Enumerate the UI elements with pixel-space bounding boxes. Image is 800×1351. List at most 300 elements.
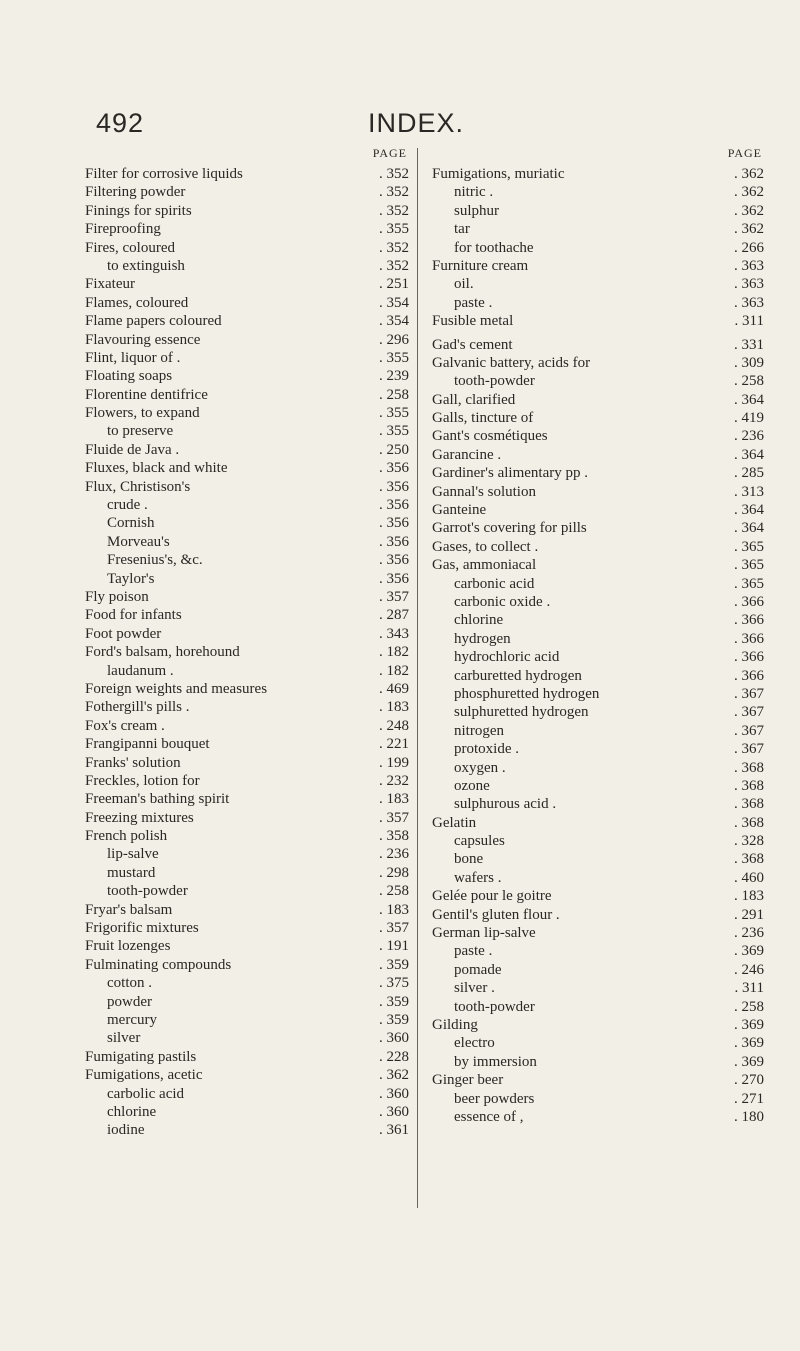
index-entry-page: . 352 — [379, 184, 409, 201]
index-entry-label: carbonic oxide . — [454, 593, 551, 610]
index-entry-page: . 364 — [734, 391, 764, 408]
index-entry-page: . 258 — [379, 883, 409, 900]
index-entry-page: . 375 — [379, 975, 409, 992]
index-entry — [85, 754, 411, 772]
index-entry — [432, 703, 766, 721]
index-entry-page: . 363 — [734, 257, 764, 274]
index-entry — [85, 202, 411, 220]
index-entry — [85, 294, 411, 312]
index-entry-label: bone — [454, 851, 484, 868]
index-entry-page: . 366 — [734, 612, 764, 629]
index-entry-label: tooth-powder — [454, 998, 535, 1015]
index-entry — [85, 698, 411, 716]
index-entry — [85, 239, 411, 257]
index-entry-label: Furniture cream — [432, 257, 529, 274]
index-entry-page: . 248 — [379, 717, 409, 734]
index-entry-label: Gad's cement — [432, 336, 513, 353]
index-entry-label: Fixateur — [85, 276, 135, 293]
index-entry-page: . 352 — [379, 166, 409, 182]
index-entry-page: . 365 — [734, 575, 764, 592]
index-entry-page: . 352 — [379, 239, 409, 256]
index-entry — [432, 312, 766, 330]
index-entry-label: Flame papers coloured — [85, 313, 222, 330]
index-entry-page: . 239 — [379, 368, 409, 385]
index-entry-page: . 221 — [379, 736, 409, 753]
index-entry — [85, 974, 411, 992]
index-entry-page: . 367 — [734, 722, 764, 739]
index-entry-page: . 359 — [379, 1011, 409, 1028]
page-column-heading: PAGE — [727, 146, 762, 160]
index-entry-label: Fires, coloured — [85, 239, 175, 256]
index-entry-page: . 357 — [379, 809, 409, 826]
index-entry-page: . 366 — [734, 630, 764, 647]
index-entry-page: . 356 — [379, 515, 409, 532]
index-entry-page: . 287 — [379, 607, 409, 624]
index-entry-label: Fusible metal — [432, 313, 514, 330]
index-entry-page: . 298 — [379, 864, 409, 881]
page-column-heading: PAGE — [372, 146, 407, 160]
index-entry-page: . 369 — [734, 1053, 764, 1070]
index-entry-label: chlorine — [107, 1103, 157, 1120]
index-entry-page: . 271 — [734, 1090, 764, 1107]
index-entry-page: . 356 — [379, 460, 409, 477]
index-entry-label: Fryar's balsam — [85, 901, 173, 918]
index-entry-label: hydrochloric acid — [454, 649, 560, 666]
index-entry-label: Gases, to collect . — [432, 538, 539, 555]
index-entry-label: Cornish — [107, 515, 155, 532]
index-entry-label: Morveau's — [107, 533, 170, 550]
index-entry-page: . 183 — [379, 699, 409, 716]
index-entry-label: carbonic acid — [454, 575, 535, 592]
index-entry-page: . 232 — [379, 772, 409, 789]
index-entry-page: . 309 — [734, 354, 764, 371]
index-entry — [432, 275, 766, 293]
index-entry-label: paste . — [454, 943, 493, 960]
index-entry-label: essence of , — [454, 1108, 524, 1125]
index-entry-page: . 367 — [734, 685, 764, 702]
index-entry — [432, 354, 766, 372]
index-entry-label: Garrot's covering for pills — [432, 520, 587, 537]
index-entry-page: . 356 — [379, 478, 409, 495]
index-entry — [85, 1085, 411, 1103]
index-entry-label: powder — [107, 993, 152, 1010]
index-entry-label: Taylor's — [107, 570, 155, 587]
index-entry-page: . 236 — [379, 846, 409, 863]
index-entry-page: . 368 — [734, 796, 764, 813]
index-entry — [432, 630, 766, 648]
index-entry-label: Frangipanni bouquet — [85, 736, 210, 753]
index-entry-page: . 366 — [734, 667, 764, 684]
index-entry-page: . 361 — [379, 1122, 409, 1139]
index-entry-page: . 367 — [734, 704, 764, 721]
index-entry-label: Gelatin — [432, 814, 477, 831]
index-entry — [432, 202, 766, 220]
index-entry-page: . 246 — [734, 961, 764, 978]
index-entry — [85, 790, 411, 808]
index-entry-page: . 236 — [734, 925, 764, 942]
index-entry — [432, 220, 766, 238]
index-entry — [432, 409, 766, 427]
index-entry — [85, 257, 411, 275]
index-entry-label: Fruit lozenges — [85, 938, 171, 955]
index-entry — [432, 165, 766, 183]
index-entry-page: . 363 — [734, 276, 764, 293]
index-entry-page: . 359 — [379, 956, 409, 973]
index-entry-label: Freeman's bathing spirit — [85, 791, 230, 808]
index-entry-label: mercury — [107, 1011, 157, 1028]
index-entry-label: iodine — [107, 1122, 145, 1139]
index-entry-label: to extinguish — [107, 257, 185, 274]
index-entry-page: . 180 — [734, 1108, 764, 1125]
index-entry — [432, 464, 766, 482]
index-entry — [85, 864, 411, 882]
index-entry-page: . 356 — [379, 570, 409, 587]
index-entry-page: . 266 — [734, 239, 764, 256]
index-entry — [85, 845, 411, 863]
index-entry-page: . 296 — [379, 331, 409, 348]
index-entry — [432, 1016, 766, 1034]
index-entry-label: Food for infants — [85, 607, 182, 624]
index-entry-page: . 364 — [734, 502, 764, 519]
index-entry — [85, 993, 411, 1011]
index-entry-label: Gas, ammoniacal — [432, 557, 537, 574]
index-entry-label: beer powders — [454, 1090, 535, 1107]
index-entry-label: Ford's balsam, horehound — [85, 644, 240, 661]
index-entry — [432, 538, 766, 556]
index-entry-page: . 360 — [379, 1103, 409, 1120]
index-entry — [432, 740, 766, 758]
index-entry — [85, 533, 411, 551]
index-entry — [85, 551, 411, 569]
index-entry — [85, 772, 411, 790]
index-entry — [85, 680, 411, 698]
index-entry-label: Flames, coloured — [85, 294, 189, 311]
index-entry — [432, 1034, 766, 1052]
index-entry — [85, 606, 411, 624]
index-entry — [85, 809, 411, 827]
index-entry-label: Garancine . — [432, 446, 502, 463]
index-entry — [432, 575, 766, 593]
index-entry — [432, 1108, 766, 1126]
index-entry — [432, 722, 766, 740]
index-entry — [432, 777, 766, 795]
index-entry-label: Fulminating compounds — [85, 956, 232, 973]
index-entry-label: Fly poison — [85, 588, 149, 605]
index-entry-label: sulphur — [454, 202, 499, 219]
index-entry-page: . 183 — [379, 901, 409, 918]
index-entry-page: . 313 — [734, 483, 764, 500]
page-title: INDEX. — [368, 108, 465, 138]
index-entry-page: . 365 — [734, 538, 764, 555]
index-entry-page: . 362 — [379, 1067, 409, 1084]
index-entry-page: . 362 — [734, 184, 764, 201]
index-entry-page: . 182 — [379, 644, 409, 661]
index-entry — [85, 956, 411, 974]
index-entry — [85, 625, 411, 643]
index-entry — [85, 459, 411, 477]
index-entry-page: . 419 — [734, 410, 764, 427]
index-entry-page: . 355 — [379, 349, 409, 366]
index-entry-page: . 364 — [734, 520, 764, 537]
index-entry-page: . 191 — [379, 938, 409, 955]
index-entry-label: hydrogen — [454, 630, 511, 647]
index-entry — [85, 422, 411, 440]
index-entry-label: Gall, clarified — [432, 391, 516, 408]
index-entry-page: . 251 — [379, 276, 409, 293]
index-entry — [432, 924, 766, 942]
index-entry-label: Ganteine — [432, 502, 487, 519]
index-entry-label: silver . — [454, 980, 495, 997]
index-entry-page: . 368 — [734, 777, 764, 794]
index-column-left — [85, 146, 411, 1140]
index-entry-page: . 285 — [734, 465, 764, 482]
index-entry — [432, 814, 766, 832]
index-entry — [85, 827, 411, 845]
index-entry-label: Foreign weights and measures — [85, 680, 268, 697]
index-entry-page: . 250 — [379, 441, 409, 458]
index-entry-label: Gardiner's alimentary pp . — [432, 465, 588, 482]
index-entry — [85, 183, 411, 201]
index-entry-label: Flint, liquor of . — [85, 349, 181, 366]
index-entry — [432, 1090, 766, 1108]
index-entry-label: Florentine dentifrice — [85, 386, 208, 403]
index-entry — [432, 832, 766, 850]
index-entry-label: Filter for corrosive liquids — [85, 166, 243, 182]
index-entry — [85, 1048, 411, 1066]
index-entry-page: . 228 — [379, 1048, 409, 1065]
index-entry — [85, 643, 411, 661]
index-entry-label: crude . — [107, 497, 148, 514]
index-entry — [85, 717, 411, 735]
index-entry — [432, 685, 766, 703]
index-entry-label: Freckles, lotion for — [85, 772, 200, 789]
index-entry-page: . 328 — [734, 833, 764, 850]
index-entry-page: . 183 — [379, 791, 409, 808]
index-entry — [85, 901, 411, 919]
index-entry-page: . 199 — [379, 754, 409, 771]
index-entry-page: . 183 — [734, 888, 764, 905]
index-entry-label: silver — [107, 1030, 141, 1047]
index-entry-label: paste . — [454, 294, 493, 311]
index-entry-page: . 355 — [379, 405, 409, 422]
index-entry-page: . 362 — [734, 166, 764, 182]
index-entry — [432, 906, 766, 924]
index-entry-page: . 258 — [734, 998, 764, 1015]
index-entry-page: . 343 — [379, 625, 409, 642]
index-entry-page: . 357 — [379, 920, 409, 937]
index-entry-list — [85, 165, 411, 1140]
index-entry — [432, 501, 766, 519]
index-entry — [85, 588, 411, 606]
index-entry-page: . 331 — [734, 336, 764, 353]
index-entry-label: sulphurous acid . — [454, 796, 557, 813]
index-entry-page: . 359 — [379, 993, 409, 1010]
index-entry — [432, 183, 766, 201]
index-entry-label: carburetted hydrogen — [454, 667, 582, 684]
index-entry — [85, 1103, 411, 1121]
index-entry-page: . 363 — [734, 294, 764, 311]
index-entry — [432, 427, 766, 445]
index-entry — [432, 667, 766, 685]
index-entry — [432, 998, 766, 1016]
index-entry-label: Frigorific mixtures — [85, 920, 199, 937]
index-entry-page: . 182 — [379, 662, 409, 679]
index-entry — [85, 919, 411, 937]
index-entry-label: wafers . — [454, 869, 502, 886]
index-entry-page: . 311 — [734, 980, 764, 997]
index-entry — [432, 593, 766, 611]
index-entry-label: Floating soaps — [85, 368, 173, 385]
index-entry — [85, 331, 411, 349]
index-entry-page: . 368 — [734, 759, 764, 776]
index-entry-page: . 362 — [734, 221, 764, 238]
index-entry-label: oxygen . — [454, 759, 506, 776]
index-entry-page: . 360 — [379, 1085, 409, 1102]
index-entry-page: . 358 — [379, 828, 409, 845]
index-entry-label: Fothergill's pills . — [85, 699, 190, 716]
index-entry-label: Franks' solution — [85, 754, 181, 771]
index-entry-page: . 360 — [379, 1030, 409, 1047]
index-entry-label: Gannal's solution — [432, 483, 536, 500]
index-entry — [432, 795, 766, 813]
index-entry-label: Fumigations, acetic — [85, 1067, 203, 1084]
index-entry — [85, 478, 411, 496]
index-entry-label: pomade — [454, 961, 502, 978]
index-entry — [432, 519, 766, 537]
index-entry-page: . 367 — [734, 741, 764, 758]
index-entry-label: carbolic acid — [107, 1085, 185, 1102]
index-entry-page: . 270 — [734, 1072, 764, 1089]
index-entry — [432, 446, 766, 464]
index-entry-page: . 369 — [734, 1035, 764, 1052]
index-entry — [85, 662, 411, 680]
index-entry — [85, 312, 411, 330]
index-entry-label: nitrogen — [454, 722, 504, 739]
index-entry-page: . 369 — [734, 943, 764, 960]
index-entry-label: Flux, Christison's — [85, 478, 191, 495]
index-entry-label: by immersion — [454, 1053, 537, 1070]
index-entry-label: capsules — [454, 833, 505, 850]
index-entry — [85, 735, 411, 753]
index-entry — [432, 869, 766, 887]
index-entry-label: cotton . — [107, 975, 152, 992]
index-entry-page: . 354 — [379, 313, 409, 330]
page-header — [0, 108, 800, 138]
index-entry — [432, 257, 766, 275]
index-entry — [432, 979, 766, 997]
index-entry-label: Gilding — [432, 1016, 478, 1033]
index-entry-page: . 356 — [379, 497, 409, 514]
index-entry-label: Finings for spirits — [85, 202, 192, 219]
page-number: 492 — [96, 108, 145, 138]
index-entry-label: for toothache — [454, 239, 534, 256]
index-entry — [85, 220, 411, 238]
index-entry — [85, 441, 411, 459]
index-entry — [85, 1029, 411, 1047]
index-entry — [432, 483, 766, 501]
index-entry-page: . 258 — [734, 373, 764, 390]
index-entry-label: Galvanic battery, acids for — [432, 354, 591, 371]
index-entry — [432, 372, 766, 390]
index-entry-page: . 355 — [379, 423, 409, 440]
index-entry-page: . 352 — [379, 202, 409, 219]
index-entry-label: Gant's cosmétiques — [432, 428, 548, 445]
index-entry-label: to preserve — [107, 423, 174, 440]
index-entry — [432, 942, 766, 960]
index-entry — [432, 239, 766, 257]
index-entry-page: . 364 — [734, 446, 764, 463]
index-entry-label: Foot powder — [85, 625, 162, 642]
index-entry-label: phosphuretted hydrogen — [454, 685, 600, 702]
index-entry-label: Flavouring essence — [85, 331, 201, 348]
index-entry-page: . 356 — [379, 533, 409, 550]
index-entry-label: oil. — [454, 276, 474, 293]
index-entry — [85, 404, 411, 422]
index-entry-page: . 355 — [379, 221, 409, 238]
index-entry — [85, 1066, 411, 1084]
index-entry-label: Fluxes, black and white — [85, 460, 228, 477]
index-entry-label: ozone — [454, 777, 490, 794]
index-entry-label: tooth-powder — [107, 883, 188, 900]
index-entry-page: . 352 — [379, 257, 409, 274]
index-entry-page: . 362 — [734, 202, 764, 219]
index-entry — [85, 496, 411, 514]
index-entry-page: . 236 — [734, 428, 764, 445]
index-entry — [85, 349, 411, 367]
column-divider — [417, 148, 418, 1208]
index-entry — [85, 386, 411, 404]
index-entry-label: lip-salve — [107, 846, 159, 863]
index-entry — [85, 1011, 411, 1029]
index-entry-label: laudanum . — [107, 662, 174, 679]
index-entry-page: . 469 — [379, 680, 409, 697]
index-entry-page: . 357 — [379, 588, 409, 605]
index-entry-list — [432, 165, 766, 1126]
index-entry-label: Fireproofing — [85, 221, 161, 238]
index-entry-page: . 368 — [734, 814, 764, 831]
index-entry — [432, 391, 766, 409]
index-entry-label: Fluide de Java . — [85, 441, 180, 458]
index-entry-page: . 369 — [734, 1016, 764, 1033]
index-entry-page: . 366 — [734, 593, 764, 610]
index-entry-label: Flowers, to expand — [85, 405, 200, 422]
index-entry-label: French polish — [85, 828, 168, 845]
index-entry — [432, 1071, 766, 1089]
index-entry-label: Gentil's gluten flour . — [432, 906, 560, 923]
index-entry-label: chlorine — [454, 612, 504, 629]
index-entry-label: sulphuretted hydrogen — [454, 704, 589, 721]
index-entry — [432, 887, 766, 905]
index-entry-label: Filtering powder — [85, 184, 186, 201]
index-column-right — [432, 146, 766, 1126]
index-entry — [432, 759, 766, 777]
index-entry — [432, 556, 766, 574]
index-entry-label: Ginger beer — [432, 1072, 504, 1089]
index-entry-label: Fumigations, muriatic — [432, 166, 565, 182]
index-entry-label: Fumigating pastils — [85, 1048, 197, 1065]
index-entry-label: Fresenius's, &c. — [107, 552, 203, 569]
index-entry-page: . 460 — [734, 869, 764, 886]
index-entry-page: . 365 — [734, 557, 764, 574]
index-entry-label: Galls, tincture of — [432, 410, 534, 427]
index-entry-label: nitric . — [454, 184, 494, 201]
index-entry-page: . 368 — [734, 851, 764, 868]
index-entry-label: German lip-salve — [432, 925, 536, 942]
index-entry — [432, 961, 766, 979]
index-entry — [432, 850, 766, 868]
index-entry — [432, 611, 766, 629]
index-entry-label: tooth-powder — [454, 373, 535, 390]
